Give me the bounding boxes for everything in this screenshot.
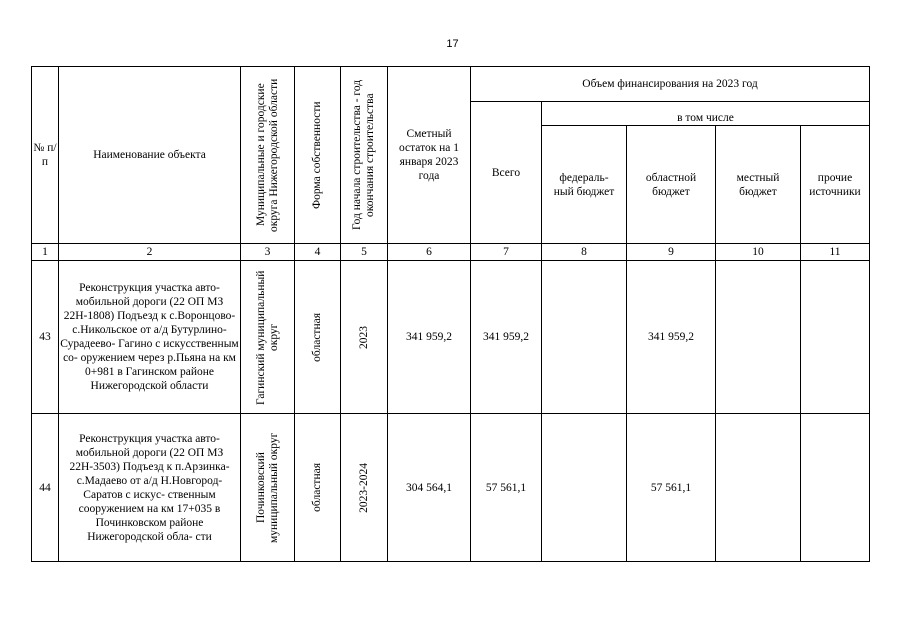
column-number: 3 — [241, 244, 295, 261]
row-no: 43 — [32, 261, 59, 414]
table-row — [32, 414, 870, 562]
page-number: 17 — [446, 38, 459, 50]
row-total: 341 959,2 — [471, 261, 542, 414]
header-regional: областной бюджет — [627, 126, 716, 244]
header-local: местный бюджет — [716, 126, 801, 244]
financing-table — [31, 66, 870, 562]
row-municipality — [241, 261, 295, 414]
column-number: 4 — [295, 244, 341, 261]
header-municipality — [241, 67, 295, 244]
header-funding: Объем финансирования на 2023 год — [471, 67, 870, 102]
row-years — [341, 414, 388, 562]
column-number: 9 — [627, 244, 716, 261]
header-total: Всего — [471, 102, 542, 244]
column-numbers-row — [32, 244, 870, 261]
row-local — [716, 261, 801, 414]
table-row — [32, 261, 870, 414]
row-years-text: 2023-2024 — [357, 462, 370, 513]
header-municipality-text: Муниципальные и городские округа Нижегородской области — [254, 78, 280, 232]
row-ownership — [295, 414, 341, 562]
row-no: 44 — [32, 414, 59, 562]
column-number: 10 — [716, 244, 801, 261]
row-ownership-text: областная — [311, 463, 323, 512]
header-years — [341, 67, 388, 244]
row-regional: 57 561,1 — [627, 414, 716, 562]
header-row-1 — [32, 67, 870, 102]
header-ownership — [295, 67, 341, 244]
column-number: 8 — [542, 244, 627, 261]
row-other — [801, 414, 870, 562]
row-remaining: 304 564,1 — [388, 414, 471, 562]
header-federal: федераль- ный бюджет — [542, 126, 627, 244]
column-number: 6 — [388, 244, 471, 261]
row-name: Реконструкция участка авто- мобильной дороги (22 ОП МЗ 22Н-3503) Подъезд к п.Арзинка-с.Мадаево от а/д Н.Новгород-Саратов с искус- ственным сооружением на км 17+035 в Починковском районе Нижегородской обла- сти — [59, 414, 241, 562]
column-number: 11 — [801, 244, 870, 261]
row-total: 57 561,1 — [471, 414, 542, 562]
column-number: 5 — [341, 244, 388, 261]
header-including: в том числе — [542, 102, 870, 126]
row-ownership-text: областная — [311, 312, 323, 362]
row-ownership — [295, 261, 341, 414]
row-years-text: 2023 — [357, 325, 370, 349]
column-number: 7 — [471, 244, 542, 261]
header-years-text: Год начала строительства - год окончания строительства — [351, 79, 376, 231]
row-regional: 341 959,2 — [627, 261, 716, 414]
header-other: прочие источники — [801, 126, 870, 244]
row-municipality — [241, 414, 295, 562]
header-remaining: Сметный остаток на 1 января 2023 года — [388, 67, 471, 244]
row-remaining: 341 959,2 — [388, 261, 471, 414]
row-years — [341, 261, 388, 414]
row-federal — [542, 261, 627, 414]
header-ownership-text: Форма собственности — [311, 101, 323, 209]
row-local — [716, 414, 801, 562]
column-number: 2 — [59, 244, 241, 261]
row-other — [801, 261, 870, 414]
header-name: Наименование объекта — [59, 67, 241, 244]
column-number: 1 — [32, 244, 59, 261]
row-name: Реконструкция участка авто- мобильной дороги (22 ОП МЗ 22Н-1808) Подъезд к с.Воронцово-с.Никольское от а/д Бутурлино-Сурадеево- Гагино с искусственным со- оружением через р.Пьяна на км 0+981 в Гагинском районе Нижегородской области — [59, 261, 241, 414]
header-no: № п/п — [32, 67, 59, 244]
row-municipality-text: Гагинский муниципальный округ — [254, 269, 280, 405]
row-federal — [542, 414, 627, 562]
row-municipality-text: Починковский муниципальный округ — [254, 432, 280, 543]
